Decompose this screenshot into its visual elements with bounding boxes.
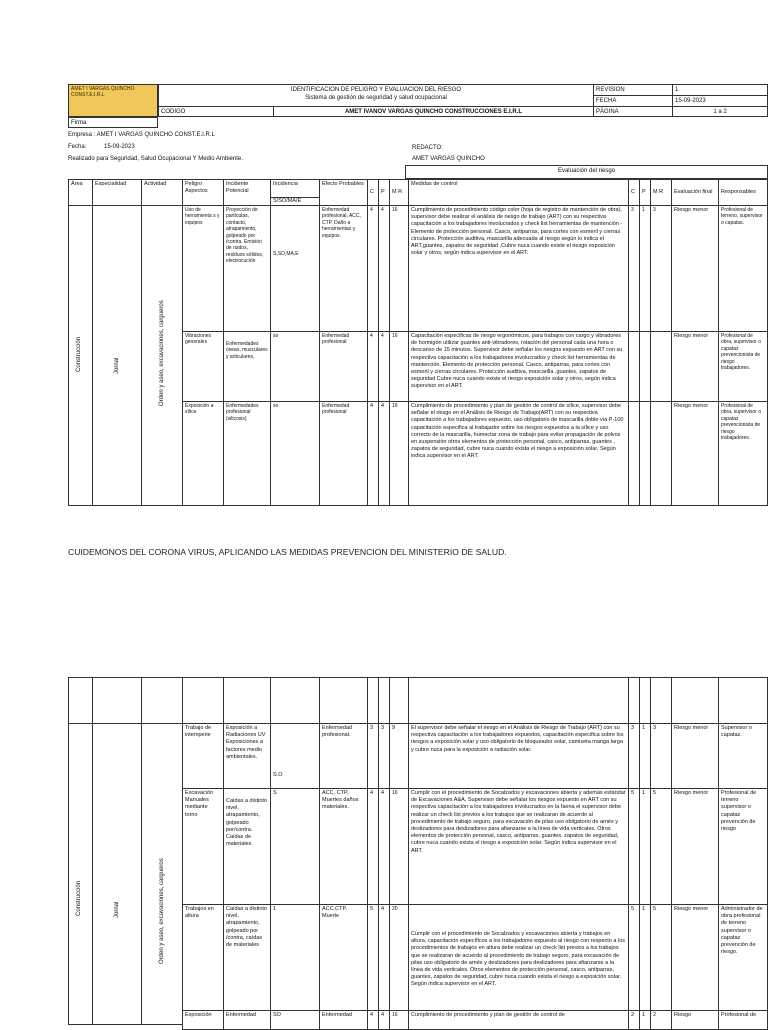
t1-row1-evaluacion: Riesgo menor: [671, 205, 719, 332]
t1-row1-peligro: Uso de herramienta s y equipos: [182, 205, 224, 332]
t1-row1-p2: 1: [639, 205, 651, 332]
t2-row1-c: 3: [367, 723, 379, 789]
t1-row2-efecto: Enfermedad profesional: [319, 331, 368, 402]
t2-row2-efecto: ACC, CTP, Muertes daños materiales.: [319, 788, 368, 905]
t2-row4-incidencia: SO: [270, 1010, 320, 1030]
col-header-mr: M R: [389, 179, 409, 206]
t2-header-efecto: [319, 677, 368, 724]
header-company-box: [68, 84, 158, 117]
t1-row2-incidencia: so: [270, 331, 320, 402]
t1-row1-c: 4: [367, 205, 379, 332]
t1-row3-incidente: Enfermedades profesional (silicosis): [223, 401, 271, 506]
info-redacto-label: REDACTO:: [412, 145, 443, 151]
t2-row4-mr: 16: [389, 1010, 409, 1030]
t1-row1-efecto: Enfermedad profesional, ACC, CTP. Daño a herramientas y equipos.: [319, 205, 368, 332]
info-redacto-value: AMET VARGAS QUINCHO: [412, 156, 485, 162]
table1-especialidad-cell: [92, 205, 142, 506]
t2-row4-responsables: Profesional de: [718, 1010, 768, 1030]
info-fecha-label: Fecha:: [68, 144, 87, 150]
table2-area-text: Construcción: [76, 880, 82, 916]
t1-row3-peligro: Exposición a sílice: [182, 401, 224, 506]
header-revision-label: REVISION: [593, 84, 673, 96]
t2-row1-incidencia-text: S.O: [273, 772, 283, 778]
header-company-full: AMET IVANOV VARGAS QUINCHO CONSTRUCCIONES E.I.R.L: [273, 106, 594, 117]
header-pagina-value: 1 a 2: [672, 106, 768, 117]
t2-row1-evaluacion: Riesgo menor: [671, 723, 719, 789]
t2-header-actividad: [141, 677, 183, 724]
t2-header-especialidad: [92, 677, 142, 724]
t2-row2-incidente-text: Caídas a distinto nivel, atrapamiento, golpeado por/contra. Caídas de materiales.: [226, 798, 267, 848]
t2-row4-peligro: Exposición: [182, 1010, 224, 1030]
col-header-peligro: Peligro Aspectos: [182, 179, 224, 206]
t1-row3-medidas: Cumplimiento de procedimiento y plan de gestión de control de sílice, supervisor debe señalar el riesgo en el Análisis de Riesgo de Trabajo(ART) con su respectiva capacitación a los trabajadores expuesto, uso obligatorio de mascarilla doble vía P-100 capacitación especifica al trabajador sobre los riesgos expuestos a la sílice y uso correcto de la mascarilla, humectar zona de trabajo para evitar propagación de polvos en suspensión otros elementos de protección personal, casco, antiparras, guantes , zapatos de seguridad, cubre nuca cuando exista el riesgo a exposición solar. Según indica supervisor en el ART.: [408, 401, 629, 506]
t2-row2-incidente: [223, 788, 271, 905]
t2-row4-mr2: 2: [650, 1010, 672, 1030]
info-realizado: Realizado para Seguridad, Salud Ocupacional Y Medio Ambiente.: [68, 156, 243, 162]
t1-row1-responsables: Profesional de terreno, supervisor o capatas.: [718, 205, 768, 332]
t2-row1-peligro: Trabajo de intemperie: [182, 723, 224, 789]
t2-row4-c: 4: [367, 1010, 379, 1030]
header-fecha-label: FECHA: [593, 95, 673, 107]
t2-row2-responsables: Profesional de terreno supervisor o capataz prevención de riesgo: [718, 788, 768, 905]
t1-row1-incidencia-text: S,SO,MA,E: [273, 251, 299, 257]
t1-row3-mr: 16: [389, 401, 409, 506]
col-header-efecto: Efecto Probables: [319, 179, 368, 206]
t2-row3-incidente: Caídas a distinto nivel, atrapamiento, golpeado por /contra, caídas de materiales: [223, 904, 271, 1011]
t2-row3-medidas-text: Cumplir con el procedimiento de Socalzados y excavaciones abierta y trabajos en altura, capacitación específicos a los trabajadores expuesto al riesgo con respecto a los procedimientos de trabajos en altura debe realizar un check list previos a los trabajos que se realizaran de acuerdo al procedimiento de trabajo seguro, para excavación de pilas uso obligatorio de arnés y deslizadores para deslizadores para afianzarse a la línea de vida verticales. Otros elementos de protección personal, casco, antiparras, guantes, zapatos de seguridad, cubre nuca cuando exista el riesgo a exposición solar. Según indica supervisor en el ART.: [411, 931, 626, 988]
t2-row3-c: 5: [367, 904, 379, 1011]
col-header-c2: C: [628, 179, 640, 206]
table1-actividad-cell: [141, 205, 183, 506]
t2-row2-medidas: Cumplir con el procedimiento de Socalzados y excavaciones abierta y además estándar de Excavaciones A&A, Supervisor debe señalar los riesgos expuesto en ART con su respectiva capacitación a los trabajadores involucrados en la faena el supervisor debe realizar un check list previos a los trabajos que se realizaran de acuerdo al procedimiento de trabajo seguro, para excavación de pilas uso obligatorio de arnés y deslizadores para deslizadores para afianzarse a la línea de vida verticales. Otros elementos de protección personal, casco, antiparras, guantes, zapatos de seguridad, cubre nuca cuando exista el riesgo a exposición solar. Según indica supervisor en el ART.: [408, 788, 629, 905]
col-header-mr2: M R: [650, 179, 672, 206]
header-title-box: [158, 84, 594, 107]
t2-row1-c2: 3: [628, 723, 640, 789]
t2-header-evaluacion: [671, 677, 719, 724]
t2-row1-mr: 9: [389, 723, 409, 789]
corona-notice: CUIDEMONOS DEL CORONA VIRUS, APLICANDO LAS MEDIDAS PREVENCION DEL MINISTERIO DE SALUD.: [68, 547, 507, 557]
t1-row2-mr: 16: [389, 331, 409, 402]
t1-row2-mr2: [650, 331, 672, 402]
t1-row1-p: 4: [378, 205, 390, 332]
t1-row3-p: 4: [378, 401, 390, 506]
t2-row3-mr2: 5: [650, 904, 672, 1011]
t2-row4-incidente: Enfermedad: [223, 1010, 271, 1030]
table1-especialidad-text: Jornal: [114, 357, 120, 374]
t2-row3-evaluacion: Riesgo menor: [671, 904, 719, 1011]
table2-especialidad-text: Jornal: [114, 901, 120, 918]
t2-row4-medidas: Cumplimiento de procedimiento y plan de gestión de control de: [408, 1010, 629, 1030]
table1-actividad-text: Orden y aseo, excavaciones, cargueros: [159, 300, 165, 406]
header-codigo-label: CODIGO: [158, 106, 274, 117]
t2-row3-c2: 5: [628, 904, 640, 1011]
t2-row2-incidencia: S: [270, 788, 320, 905]
col-header-area: Área: [68, 179, 93, 206]
t2-header-mr: [389, 677, 409, 724]
t2-row4-efecto: Enfermedad: [319, 1010, 368, 1030]
t2-row3-mr: 20: [389, 904, 409, 1011]
t2-header-incidente: [223, 677, 271, 724]
t2-header-area: [68, 677, 93, 724]
t2-row1-p: 3: [378, 723, 390, 789]
t2-row2-peligro: Excavación Manuales mediante torno: [182, 788, 224, 905]
info-empresa: Empresa : AMET I VARGAS QUINCHO CONST.E.I.R.L: [68, 132, 215, 138]
t1-row1-mr: 16: [389, 205, 409, 332]
t2-header-peligro: [182, 677, 224, 724]
t1-row2-medidas: Capacitación especificas de riesgo ergonómicos, para trabajos con cargo y vibradores de hormigón utilizar guantes anti-vibradores, rotación del personal cada una hora o descanso de 15 minutos. Supervisor debe señalar los riesgos expuesto en ART con su respectiva capacitación a los trabajadores involucrados y check list herramientas de mantención. Elemento de protección personal. Casco, antiparras, para cortes con esmeril y cierras circulares. Protección auditiva, mascarilla ,guantes, zapatos de seguridad Cubre nuca cuando existe el riesgo exposición solar y otros, según indica supervisor en el ART.: [408, 331, 629, 402]
col-header-p: P: [378, 179, 390, 206]
t2-header-mr2: [650, 677, 672, 724]
t2-row1-medidas: El supervisor debe señalar el riesgo en el Análisis de Riesgo de Trabajo (ART) con su respectiva capacitación a los trabajadores expuestos, capacitación especifica sobre los riesgos a exposición solar y uso obligatorio de bloqueador solar, camiseta manga larga y cubre nuca para la exposición a radiación solar.: [408, 723, 629, 789]
t2-row2-mr2: 5: [650, 788, 672, 905]
t2-row1-incidencia: [270, 723, 320, 789]
t2-row4-c2: 2: [628, 1010, 640, 1030]
t2-row4-evaluacion: Riesgo: [671, 1010, 719, 1030]
t1-row1-incidencia: [270, 205, 320, 332]
t2-row1-responsables: Supervisor o capataz.: [718, 723, 768, 789]
t2-row2-mr: 16: [389, 788, 409, 905]
t2-row4-p: 4: [378, 1010, 390, 1030]
col-header-incidencia: [270, 179, 320, 206]
t1-row3-responsables: Profesional de obra, supervisor o capataz prevencionista de riesgo trabajadores.: [718, 401, 768, 506]
t1-row1-mr2: 3: [650, 205, 672, 332]
t1-row3-incidencia: so: [270, 401, 320, 506]
header-fecha-value: 15-09-2023: [672, 95, 768, 107]
t2-row2-evaluacion: Riesgo menor: [671, 788, 719, 905]
table1-area-text: Construcción: [76, 336, 82, 372]
t2-row3-medidas: [408, 904, 629, 1011]
t1-row2-evaluacion: Riesgo menor: [671, 331, 719, 402]
t1-row2-incidente-text: Enfermedades óseas, musculares y articulares,: [226, 341, 268, 360]
t1-row2-incidente: [223, 331, 271, 402]
t2-header-incidencia: [270, 677, 320, 724]
table2-actividad-text: Orden y aseo, excavaciones, cargueros: [159, 858, 165, 964]
t2-row3-efecto: ACC,CTP, Muerte: [319, 904, 368, 1011]
t1-row2-peligro: Vibraciones generales: [182, 331, 224, 402]
col-header-actividad: Actividad: [141, 179, 183, 206]
t2-row3-incidencia: 1: [270, 904, 320, 1011]
t2-row2-p2: 1: [639, 788, 651, 905]
t1-row3-evaluacion: Riesgo menor: [671, 401, 719, 506]
t1-row2-responsables: Profesional de obra, supervisor o capataz prevencionista de riesgo trabajadores.: [718, 331, 768, 402]
t2-row1-p2: 1: [639, 723, 651, 789]
t1-row1-c2: 3: [628, 205, 640, 332]
t2-row2-c2: 5: [628, 788, 640, 905]
t2-row2-c: 4: [367, 788, 379, 905]
col-header-incidencia-label: Incidencia: [273, 181, 298, 187]
t1-row2-p: 4: [378, 331, 390, 402]
t2-row1-mr2: 3: [650, 723, 672, 789]
table2-especialidad-cell: [92, 723, 142, 1025]
t2-header-medidas: [408, 677, 629, 724]
t2-row3-responsables: Administrador de obra profesional de terreno supervisor o capataz prevención de riesgo.: [718, 904, 768, 1011]
table1-area-cell: [68, 205, 93, 506]
t2-row1-incidente: Exposición a Radiaciones UV Exposiciones a factores medio ambientales.: [223, 723, 271, 789]
t1-row3-mr2: [650, 401, 672, 506]
t1-row1-medidas: Cumplimiento de procedimiento código color (hoja de registro de mantención de obra), supervisor debe realizar el análisis de riesgo de trabajo (ART) con su respectiva capacitación a los trabajadores involucrados y check list herramientas de mantención - Elemento de protección personal. Casco, antiparras, para cortes con esmeril y cierras circulares. Protección auditiva, mascarilla adecuada al riesgo según lo indica el ART,guantes, zapatos de seguridad ,Cubre nuca cuando existe el riesgo exposición solar y otros, según indica supervisor en el ART.: [408, 205, 629, 332]
col-header-responsables: Responsables: [718, 179, 768, 206]
t2-row4-p2: 1: [639, 1010, 651, 1030]
header-revision-value: 1: [672, 84, 768, 96]
t2-row3-p2: 1: [639, 904, 651, 1011]
t1-row3-efecto: Enfermedad profesional: [319, 401, 368, 506]
table2-area-cell: [68, 723, 93, 1025]
t2-row2-p: 4: [378, 788, 390, 905]
t2-row1-efecto: Enfermedad profesional.: [319, 723, 368, 789]
header-firma: Firma: [68, 117, 158, 128]
t1-row1-incidente: Proyección de partículas, contacto, atrapamiento, golpeado por /contra. Emisión de ruidos, residuos sólidos, electrocución: [223, 205, 271, 332]
info-fecha-value: 15-09-2023: [104, 144, 135, 150]
col-header-c: C: [367, 179, 379, 206]
header-title-line1: IDENTIFICACION DE PELIGRO Y EVALUACION DEL RIESGO: [290, 87, 462, 93]
header-company-text: AMET I VARGAS QUINCHO CONST.E.I.R.L: [71, 86, 135, 99]
header-title-line2: Sistema de gestión de seguridad y salud ocupacional: [305, 95, 447, 102]
t2-header-responsables: [718, 677, 768, 724]
col-header-p2: P: [639, 179, 651, 206]
t1-row2-c: 4: [367, 331, 379, 402]
col-header-evaluacion: Evaluación final: [671, 179, 719, 206]
t1-row3-c: 4: [367, 401, 379, 506]
header-pagina-label: PÁGINA: [593, 106, 673, 117]
col-header-medidas: Medidas de control: [408, 179, 629, 206]
evaluacion-header: Evaluación del riesgo: [405, 165, 768, 179]
t2-row3-p: 4: [378, 904, 390, 1011]
col-header-incidente: Incidente Potencial: [223, 179, 271, 206]
col-header-especialidad: Especialidad: [92, 179, 142, 206]
col-header-incidencia-sub: S/SO/MA/E: [271, 197, 319, 205]
t2-row3-peligro: Trabajos en altura: [182, 904, 224, 1011]
table2-actividad-cell: [141, 723, 183, 1025]
